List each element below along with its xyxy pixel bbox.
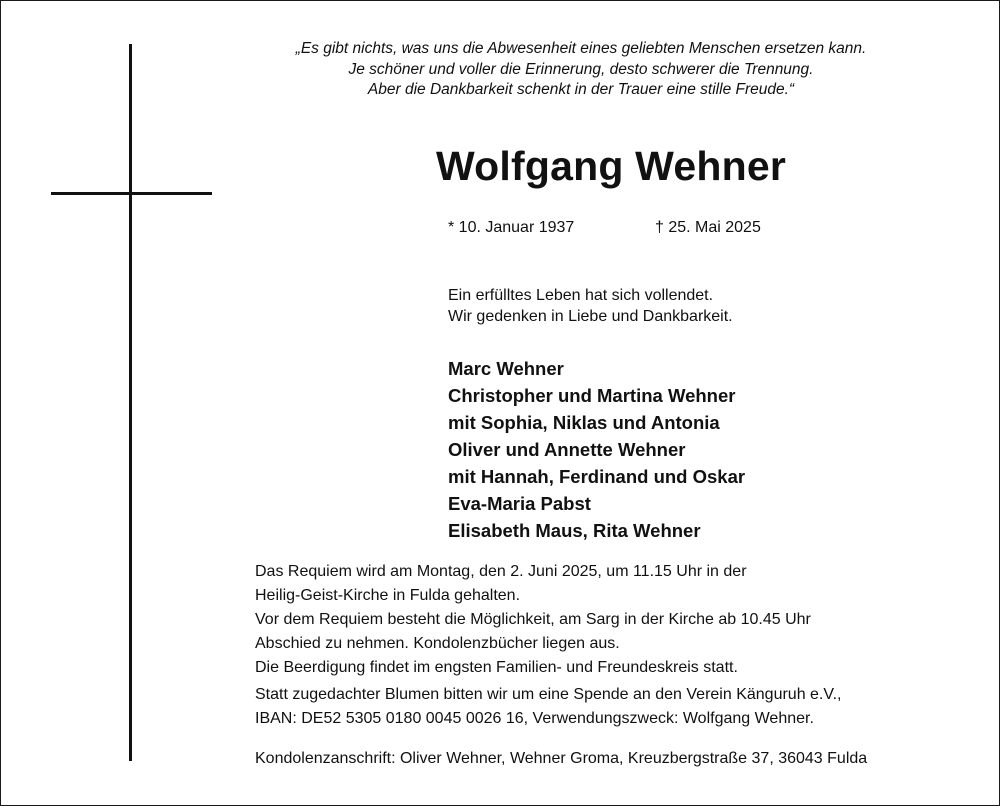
birth-date: * 10. Januar 1937	[448, 219, 575, 236]
condolence-address: Kondolenzanschrift: Oliver Wehner, Wehner Groma, Kreuzbergstraße 37, 36043 Fulda	[255, 750, 868, 767]
cross-vertical-bar	[129, 44, 132, 761]
requiem-line: Die Beerdigung findet im engsten Familien- und Freundeskreis statt.	[255, 659, 738, 676]
quote-line: „Es gibt nichts, was uns die Abwesenheit eines geliebten Menschen ersetzen kann.	[295, 40, 867, 57]
mourner-line: Oliver und Annette Wehner	[448, 439, 686, 460]
requiem-line: Heilig-Geist-Kirche in Fulda gehalten.	[255, 587, 521, 604]
memorial-phrase	[448, 286, 733, 327]
mourner-line: mit Hannah, Ferdinand und Oskar	[448, 466, 746, 487]
deceased-name: Wolfgang Wehner	[436, 143, 786, 189]
mourners-list	[448, 355, 745, 544]
quote-line: Aber die Dankbarkeit schenkt in der Trauer eine stille Freude.“	[367, 81, 795, 98]
mourner-line: Marc Wehner	[448, 358, 564, 379]
requiem-line: Das Requiem wird am Montag, den 2. Juni 2025, um 11.15 Uhr in der	[255, 563, 747, 580]
mourner-line: mit Sophia, Niklas und Antonia	[448, 412, 720, 433]
donation-line: IBAN: DE52 5305 0180 0045 0026 16, Verwendungszweck: Wolfgang Wehner.	[255, 710, 814, 727]
quote-block	[251, 39, 911, 101]
phrase-line: Ein erfülltes Leben hat sich vollendet.	[448, 287, 714, 304]
requiem-line: Vor dem Requiem besteht die Möglichkeit, am Sarg in der Kirche ab 10.45 Uhr	[255, 611, 811, 628]
requiem-line: Abschied zu nehmen. Kondolenzbücher liegen aus.	[255, 635, 620, 652]
mourner-line: Eva-Maria Pabst	[448, 493, 591, 514]
donation-line: Statt zugedachter Blumen bitten wir um eine Spende an den Verein Känguruh e.V.,	[255, 686, 842, 703]
mourner-line: Christopher und Martina Wehner	[448, 385, 736, 406]
cross-horizontal-bar	[51, 192, 212, 195]
donation-info	[255, 683, 841, 731]
requiem-info	[255, 560, 811, 680]
quote-line: Je schöner und voller die Erinnerung, desto schwerer die Trennung.	[348, 60, 814, 78]
mourner-line: Elisabeth Maus, Rita Wehner	[448, 520, 701, 541]
phrase-line: Wir gedenken in Liebe und Dankbarkeit.	[448, 307, 733, 325]
death-date: † 25. Mai 2025	[655, 219, 761, 236]
